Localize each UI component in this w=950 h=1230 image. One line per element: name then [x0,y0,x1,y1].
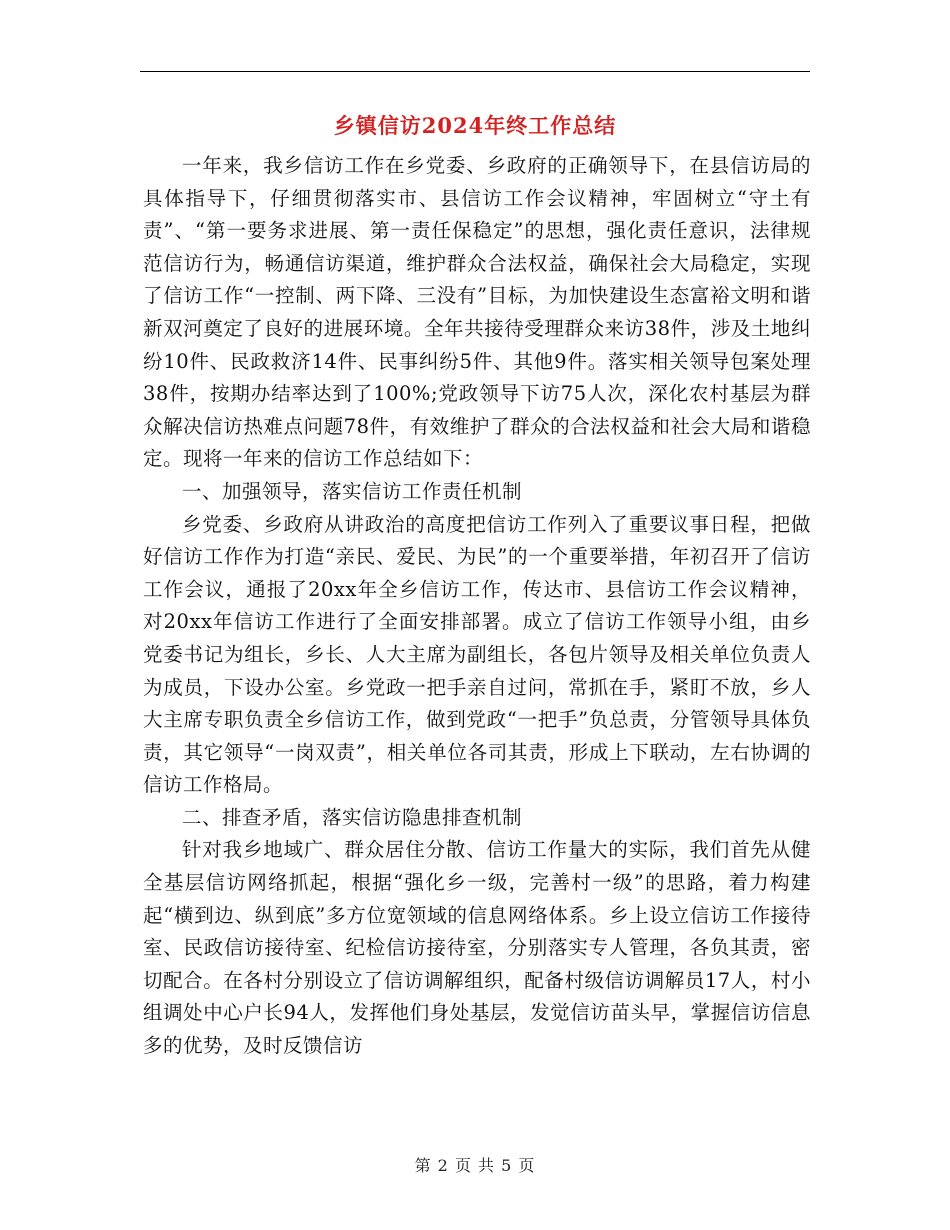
document-title: 乡镇信访2024年终工作总结 [333,113,617,138]
paragraph-intro: 一年来，我乡信访工作在乡党委、乡政府的正确领导下，在县信访局的具体指导下，仔细贯彻落实市、县信访工作会议精神，牢固树立“守土有责”、“第一要务求进展、第一责任保稳定”的思想，强化责任意识，法律规范信访行为，畅通信访渠道，维护群众合法权益，确保社会大局稳定，实现了信访工作“一控制、两下降、三没有”目标，为加快建设生态富裕文明和谐新双河奠定了良好的进展环境。全年共接待受理群众来访38件，涉及土地纠纷10件、民政救济14件、民事纠纷5件、其他9件。落实相关领导包案处理38件，按期办结率达到了100%;党政领导下访75人次，深化农村基层为群众解决信访热难点问题78件，有效维护了群众的合法权益和社会大局和谐稳定。现将一年来的信访工作总结如下： [143,154,811,471]
paragraph-section-1: 乡党委、乡政府从讲政治的高度把信访工作列入了重要议事日程，把做好信访工作作为打造“亲民、爱民、为民”的一个重要举措，年初召开了信访工作会议，通报了20xx年全乡信访工作，传达市、县信访工作会议精神，对20xx年信访工作进行了全面安排部署。成立了信访工作领导小组，由乡党委书记为组长，乡长、人大主席为副组长，各包片领导及相关单位负责人为成员，下设办公室。乡党政一把手亲自过问，常抓在手，紧盯不放，乡人大主席专职负责全乡信访工作，做到党政“一把手”负总责，分管领导具体负责，其它领导“一岗双责”，相关单位各司其责，形成上下联动，左右协调的信访工作格局。 [143,512,811,797]
document-body [143,150,811,1063]
header-rule [140,71,810,72]
paragraph-section-2: 针对我乡地域广、群众居住分散、信访工作量大的实际，我们首先从健全基层信访网络抓起，根据“强化乡一级，完善村一级”的思路，着力构建起“横到边、纵到底”多方位宽领域的信息网络体系。乡上设立信访工作接待室、民政信访接待室、纪检信访接待室，分别落实专人管理，各负其责，密切配合。在各村分别设立了信访调解组织，配备村级信访调解员17人，村小组调处中心户长94人，发挥他们身处基层，发觉信访苗头早，掌握信访信息多的优势，及时反馈信访 [143,838,811,1058]
section-heading-2: 二、排查矛盾，落实信访隐患排查机制 [182,805,523,829]
page-footer: 第 2 页 共 5 页 [414,1156,536,1175]
section-heading-1: 一、加强领导，落实信访工作责任机制 [182,479,523,503]
